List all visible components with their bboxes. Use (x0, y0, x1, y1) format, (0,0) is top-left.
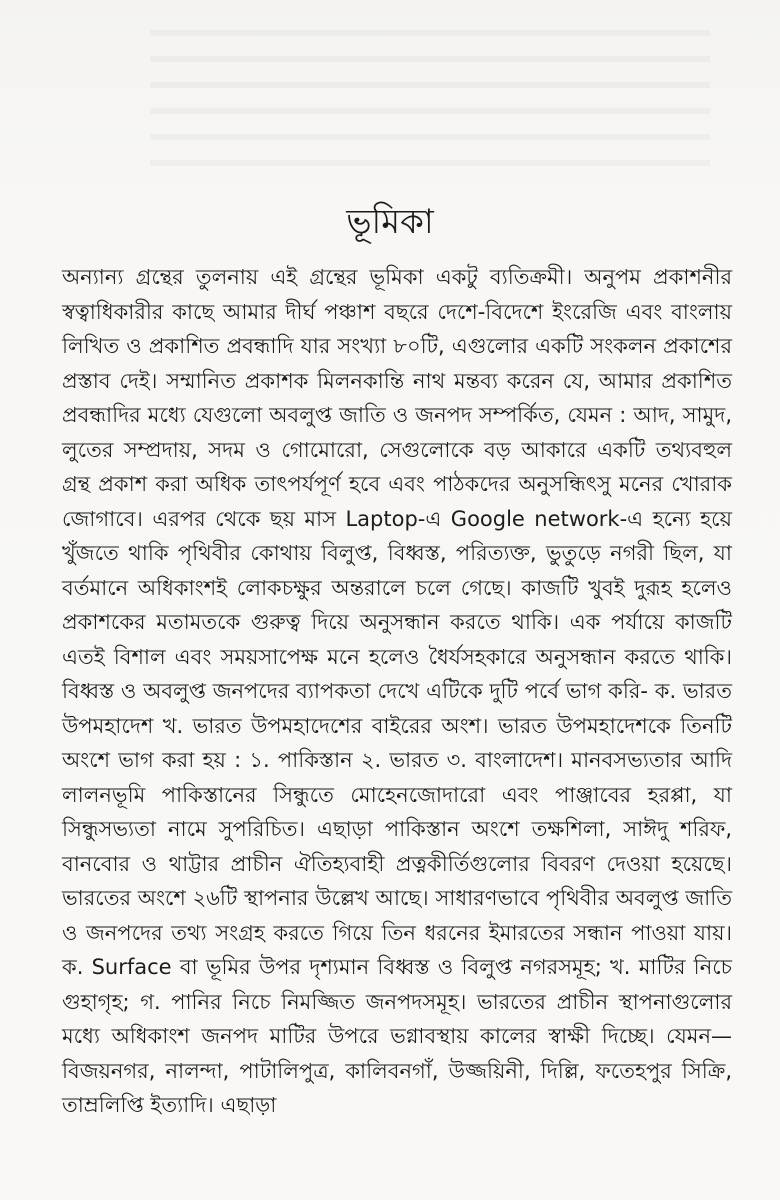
body-paragraph: অন্যান্য গ্রন্থের তুলনায় এই গ্রন্থের ভূমিকা একটু ব্যতিক্রমী। অনুপম প্রকাশনীর স্বত্বাধিকারীর কাছে আমার দীর্ঘ পঞ্চাশ বছরে দেশে-বিদেশে ইংরেজি এবং বাংলায় লিখিত ও প্রকাশিত প্রবন্ধাদি যার সংখ্যা ৮০টি, এগুলোর একটি সংকলন প্রকাশের প্রস্তাব দেই। সম্মানিত প্রকাশক মিলনকান্তি নাথ মন্তব্য করেন যে, আমার প্রকাশিত প্রবন্ধাদির মধ্যে যেগুলো অবলুপ্ত জাতি ও জনপদ সম্পর্কিত, যেমন : আদ, সামুদ, লুতের সম্প্রদায়, সদম ও গোমোরো, সেগুলোকে বড় আকারে একটি তথ্যবহুল গ্রন্থ প্রকাশ করা অধিক তাৎপর্যপূর্ণ হবে এবং পাঠকদের অনুসন্ধিৎসু মনের খোরাক জোগাবে। এরপর থেকে ছয় মাস Laptop-এ Google network-এ হন্যে হয়ে খুঁজতে থাকি পৃথিবীর কোথায় বিলুপ্ত, বিধ্বস্ত, পরিত্যক্ত, ভুতুড়ে নগরী ছিল, যা বর্তমানে অধিকাংশই লোকচক্ষুর অন্তরালে চলে গেছে। কাজটি খুবই দুরূহ হলেও প্রকাশকের মতামতকে গুরুত্ব দিয়ে অনুসন্ধান করতে থাকি। এক পর্যায়ে কাজটি এতই বিশাল এবং সময়সাপেক্ষ মনে হলেও ধৈর্যসহকারে অনুসন্ধান করতে থাকি। বিধ্বস্ত ও অবলুপ্ত জনপদের ব্যাপকতা দেখে এটিকে দুটি পর্বে ভাগ করি- ক. ভারত উপমহাদেশ খ. ভারত উপমহাদেশের বাইরের অংশ। ভারত উপমহাদেশকে তিনটি অংশে ভাগ করা হয় : ১. পাকিস্তান ২. ভারত ৩. বাংলাদেশ। মানবসভ্যতার আদি লালনভূমি পাকিস্তানের সিন্ধুতে মোহেনজোদারো এবং পাঞ্জাবের হরপ্পা, যা সিন্ধুসভ্যতা নামে সুপরিচিত। এছাড়া পাকিস্তান অংশে তক্ষশিলা, সাঈদু শরিফ, বানবোর ও থাট্টার প্রাচীন ঐতিহ্যবাহী প্রত্নকীর্তিগুলোর বিবরণ দেওয়া হয়েছে। ভারতের অংশে ২৬টি স্থাপনার উল্লেখ আছে। সাধারণভাবে পৃথিবীর অবলুপ্ত জাতি ও জনপদের তথ্য সংগ্রহ করতে গিয়ে তিন ধরনের ইমারতের সন্ধান পাওয়া যায়। ক. Surface বা ভূমির উপর দৃশ্যমান বিধ্বস্ত ও বিলুপ্ত নগরসমূহ; খ. মাটির নিচে গুহাগৃহ; গ. পানির নিচে নিমজ্জিত জনপদসমূহ। ভারতের প্রাচীন স্থাপনাগুলোর মধ্যে অধিকাংশ জনপদ মাটির উপরে ভগ্নাবস্থায় কালের স্বাক্ষী দিচ্ছে। যেমন— বিজয়নগর, নালন্দা, পাটালিপুত্র, কালিবনগাঁ, উজ্জয়িনী, দিল্লি, ফতেহপুর সিক্রি, তাম্রলিপ্তি ইত্যাদি। এছাড়া (62, 265, 732, 1117)
page-title: ভূমিকা (346, 202, 434, 242)
show-through-text (150, 30, 710, 180)
